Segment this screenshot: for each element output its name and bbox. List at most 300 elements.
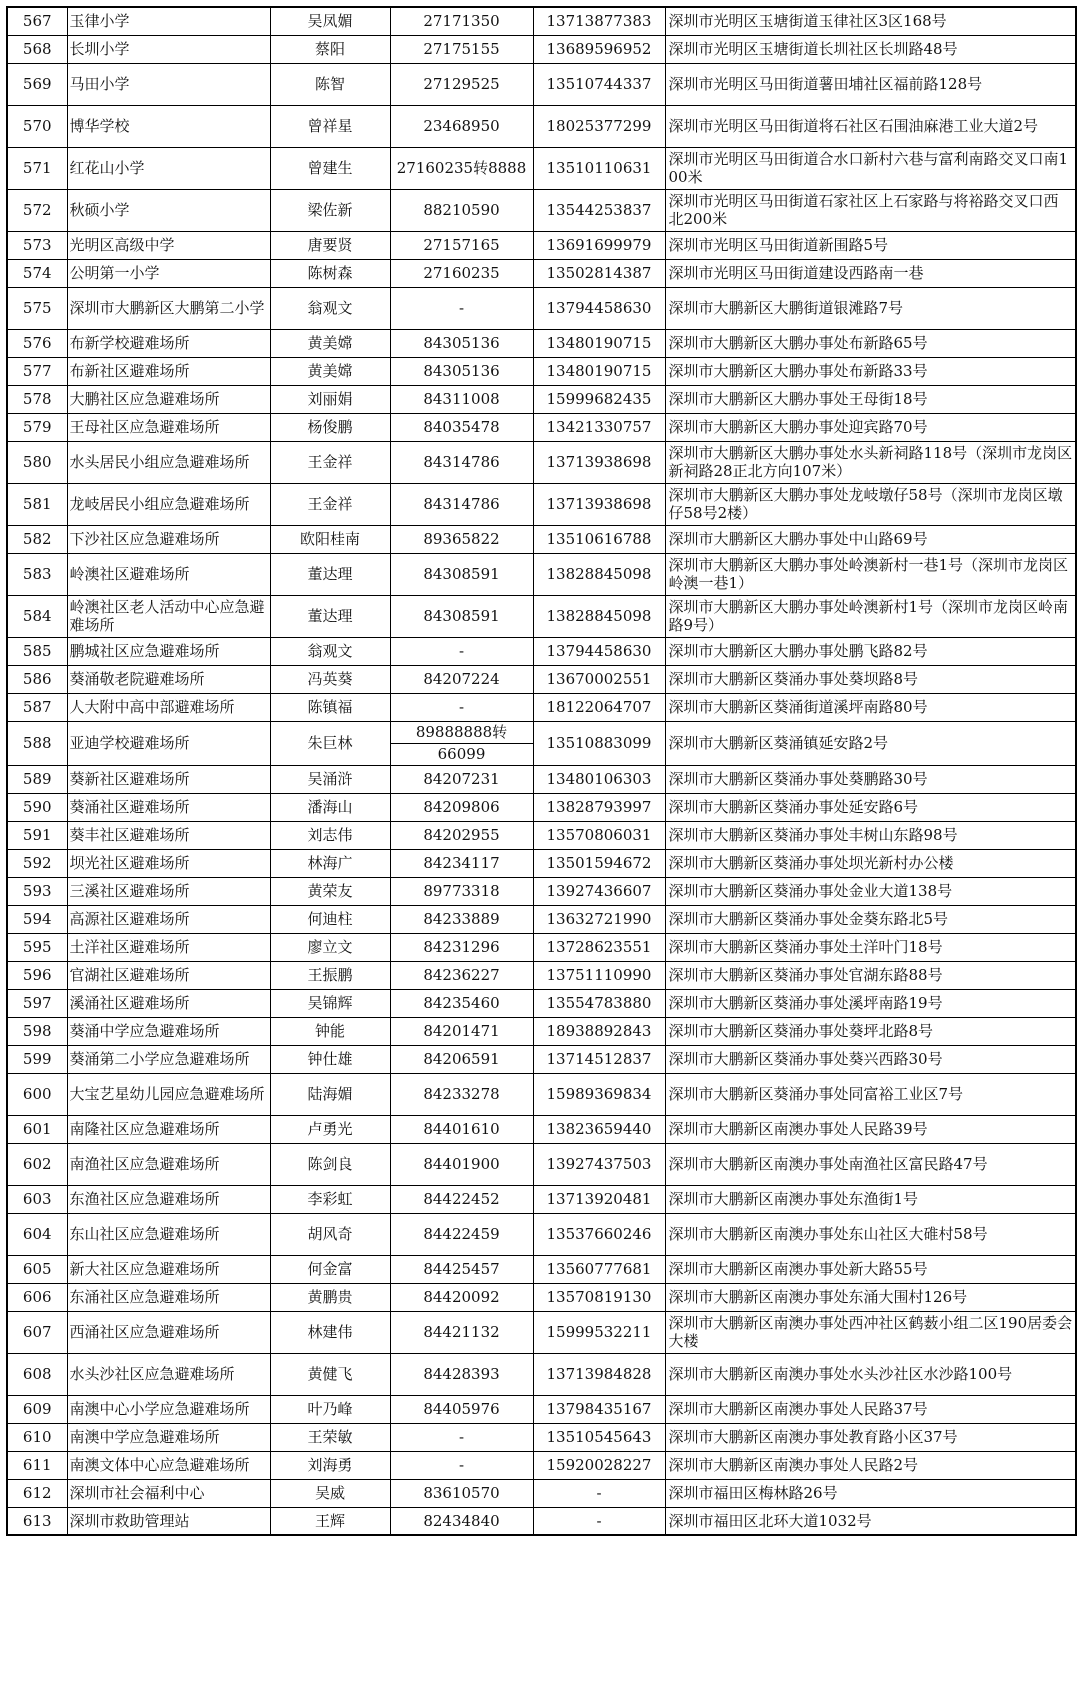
mobile-phone: 13713938698 <box>533 441 665 483</box>
table-row <box>7 933 1076 961</box>
row-number: 591 <box>7 821 67 849</box>
row-number: 607 <box>7 1311 67 1353</box>
table-row <box>7 1017 1076 1045</box>
office-phone: 84421132 <box>390 1311 533 1353</box>
office-phone: 84235460 <box>390 989 533 1017</box>
shelter-name: 岭澳社区避难场所 <box>67 553 270 595</box>
shelter-name: 南渔社区应急避难场所 <box>67 1143 270 1185</box>
shelter-name: 红花山小学 <box>67 147 270 189</box>
office-phone: 27129525 <box>390 63 533 105</box>
mobile-phone: 13554783880 <box>533 989 665 1017</box>
contact-person: 黄健飞 <box>270 1353 390 1395</box>
shelter-name: 亚迪学校避难场所 <box>67 721 270 765</box>
contact-person: 李彩虹 <box>270 1185 390 1213</box>
shelter-address: 深圳市大鹏新区大鹏办事处布新路33号 <box>665 357 1076 385</box>
office-phone: 84209806 <box>390 793 533 821</box>
shelter-address: 深圳市大鹏新区大鹏街道银滩路7号 <box>665 287 1076 329</box>
mobile-phone: 13828845098 <box>533 553 665 595</box>
table-row <box>7 849 1076 877</box>
office-phone: 84234117 <box>390 849 533 877</box>
contact-person: 欧阳桂南 <box>270 525 390 553</box>
mobile-phone: 13502814387 <box>533 259 665 287</box>
shelter-address: 深圳市大鹏新区南澳办事处南渔社区富民路47号 <box>665 1143 1076 1185</box>
row-number: 596 <box>7 961 67 989</box>
mobile-phone: 13794458630 <box>533 637 665 665</box>
shelter-address: 深圳市大鹏新区大鹏办事处布新路65号 <box>665 329 1076 357</box>
row-number: 605 <box>7 1255 67 1283</box>
contact-person: 黄鹏贵 <box>270 1283 390 1311</box>
shelter-name: 坝光社区避难场所 <box>67 849 270 877</box>
mobile-phone: 13714512837 <box>533 1045 665 1073</box>
shelter-name: 龙岐居民小组应急避难场所 <box>67 483 270 525</box>
mobile-phone: 13828793997 <box>533 793 665 821</box>
contact-person: 何迪柱 <box>270 905 390 933</box>
contact-person: 王辉 <box>270 1507 390 1535</box>
contact-person: 翁观文 <box>270 637 390 665</box>
contact-person: 刘丽娟 <box>270 385 390 413</box>
shelter-name: 南隆社区应急避难场所 <box>67 1115 270 1143</box>
mobile-phone: 13510110631 <box>533 147 665 189</box>
table-row <box>7 329 1076 357</box>
shelter-address: 深圳市大鹏新区葵涌办事处丰树山东路98号 <box>665 821 1076 849</box>
shelter-name: 布新学校避难场所 <box>67 329 270 357</box>
table-row <box>7 483 1076 525</box>
shelter-name: 溪涌社区避难场所 <box>67 989 270 1017</box>
row-number: 582 <box>7 525 67 553</box>
row-number: 603 <box>7 1185 67 1213</box>
shelter-address: 深圳市大鹏新区南澳办事处新大路55号 <box>665 1255 1076 1283</box>
shelter-address: 深圳市大鹏新区葵涌办事处金葵东路北5号 <box>665 905 1076 933</box>
office-phone: 84420092 <box>390 1283 533 1311</box>
mobile-phone: 18938892843 <box>533 1017 665 1045</box>
shelter-address: 深圳市大鹏新区大鹏办事处岭澳新村1号（深圳市龙岗区岭南路9号） <box>665 595 1076 637</box>
shelter-name: 人大附中高中部避难场所 <box>67 693 270 721</box>
row-number: 578 <box>7 385 67 413</box>
table-row <box>7 637 1076 665</box>
row-number: 588 <box>7 721 67 765</box>
office-phone: 27157165 <box>390 231 533 259</box>
shelter-address: 深圳市大鹏新区南澳办事处东渔街1号 <box>665 1185 1076 1213</box>
shelter-address: 深圳市大鹏新区大鹏办事处龙岐墩仔58号（深圳市龙岗区墩仔58号2楼） <box>665 483 1076 525</box>
contact-person: 潘海山 <box>270 793 390 821</box>
row-number: 569 <box>7 63 67 105</box>
row-number: 590 <box>7 793 67 821</box>
contact-person: 蔡阳 <box>270 35 390 63</box>
contact-person: 刘志伟 <box>270 821 390 849</box>
shelter-address: 深圳市大鹏新区葵涌办事处葵坪北路8号 <box>665 1017 1076 1045</box>
shelter-name: 葵涌社区避难场所 <box>67 793 270 821</box>
mobile-phone: 13570819130 <box>533 1283 665 1311</box>
shelter-address: 深圳市大鹏新区南澳办事处人民路39号 <box>665 1115 1076 1143</box>
row-number: 602 <box>7 1143 67 1185</box>
shelter-name: 下沙社区应急避难场所 <box>67 525 270 553</box>
contact-person: 林建伟 <box>270 1311 390 1353</box>
contact-person: 卢勇光 <box>270 1115 390 1143</box>
mobile-phone: 13510744337 <box>533 63 665 105</box>
shelter-name: 葵新社区避难场所 <box>67 765 270 793</box>
shelter-name: 葵涌敬老院避难场所 <box>67 665 270 693</box>
table-row <box>7 1255 1076 1283</box>
office-phone: 27171350 <box>390 7 533 35</box>
mobile-phone: 13713877383 <box>533 7 665 35</box>
row-number: 583 <box>7 553 67 595</box>
contact-person: 黄美嫦 <box>270 357 390 385</box>
shelter-name: 东山社区应急避难场所 <box>67 1213 270 1255</box>
contact-person: 林海广 <box>270 849 390 877</box>
row-number: 586 <box>7 665 67 693</box>
row-number: 601 <box>7 1115 67 1143</box>
shelter-name: 水头居民小组应急避难场所 <box>67 441 270 483</box>
mobile-phone: 13510616788 <box>533 525 665 553</box>
office-phone: 84314786 <box>390 483 533 525</box>
shelter-name: 三溪社区避难场所 <box>67 877 270 905</box>
table-row <box>7 189 1076 231</box>
mobile-phone: 18122064707 <box>533 693 665 721</box>
office-phone: - <box>390 1423 533 1451</box>
shelter-name: 博华学校 <box>67 105 270 147</box>
shelter-name: 马田小学 <box>67 63 270 105</box>
row-number: 574 <box>7 259 67 287</box>
row-number: 585 <box>7 637 67 665</box>
contact-person: 唐要贤 <box>270 231 390 259</box>
office-phone: 84201471 <box>390 1017 533 1045</box>
shelter-address: 深圳市大鹏新区葵涌办事处金业大道138号 <box>665 877 1076 905</box>
table-row <box>7 231 1076 259</box>
shelter-name: 官湖社区避难场所 <box>67 961 270 989</box>
row-number: 594 <box>7 905 67 933</box>
contact-person: 杨俊鹏 <box>270 413 390 441</box>
mobile-phone: 13537660246 <box>533 1213 665 1255</box>
office-phone: 84405976 <box>390 1395 533 1423</box>
mobile-phone: 13480106303 <box>533 765 665 793</box>
shelter-name: 大宝艺星幼儿园应急避难场所 <box>67 1073 270 1115</box>
contact-person: 陈镇福 <box>270 693 390 721</box>
shelter-table <box>6 6 1077 1536</box>
mobile-phone: 13823659440 <box>533 1115 665 1143</box>
row-number: 608 <box>7 1353 67 1395</box>
shelter-name: 长圳小学 <box>67 35 270 63</box>
shelter-address: 深圳市大鹏新区南澳办事处人民路2号 <box>665 1451 1076 1479</box>
shelter-name: 东涌社区应急避难场所 <box>67 1283 270 1311</box>
row-number: 604 <box>7 1213 67 1255</box>
office-phone: 27160235转8888 <box>390 147 533 189</box>
shelter-address: 深圳市大鹏新区南澳办事处西冲社区鹤薮小组二区190居委会大楼 <box>665 1311 1076 1353</box>
office-phone: 84305136 <box>390 357 533 385</box>
table-row <box>7 7 1076 35</box>
shelter-address: 深圳市大鹏新区葵涌办事处坝光新村办公楼 <box>665 849 1076 877</box>
shelter-name: 玉律小学 <box>67 7 270 35</box>
shelter-address: 深圳市大鹏新区南澳办事处东山社区大碓村58号 <box>665 1213 1076 1255</box>
mobile-phone: 13794458630 <box>533 287 665 329</box>
office-phone: 84311008 <box>390 385 533 413</box>
shelter-address: 深圳市大鹏新区南澳办事处水头沙社区水沙路100号 <box>665 1353 1076 1395</box>
shelter-address: 深圳市大鹏新区葵涌街道溪坪南路80号 <box>665 693 1076 721</box>
office-phone: 84308591 <box>390 553 533 595</box>
table-row <box>7 1395 1076 1423</box>
shelter-name: 鹏城社区应急避难场所 <box>67 637 270 665</box>
table-row <box>7 1353 1076 1395</box>
row-number: 612 <box>7 1479 67 1507</box>
row-number: 610 <box>7 1423 67 1451</box>
row-number: 573 <box>7 231 67 259</box>
row-number: 567 <box>7 7 67 35</box>
row-number: 584 <box>7 595 67 637</box>
shelter-address: 深圳市大鹏新区葵涌办事处溪坪南路19号 <box>665 989 1076 1017</box>
table-row <box>7 553 1076 595</box>
table-row <box>7 595 1076 637</box>
table-row <box>7 413 1076 441</box>
table-row <box>7 989 1076 1017</box>
shelter-name: 新大社区应急避难场所 <box>67 1255 270 1283</box>
contact-person: 曾祥星 <box>270 105 390 147</box>
table-row <box>7 877 1076 905</box>
shelter-address: 深圳市光明区马田街道石家社区上石家路与将裕路交叉口西北200米 <box>665 189 1076 231</box>
table-row <box>7 287 1076 329</box>
table-row <box>7 1311 1076 1353</box>
table-row <box>7 1143 1076 1185</box>
table-row <box>7 63 1076 105</box>
contact-person: 吴锦辉 <box>270 989 390 1017</box>
mobile-phone: 13713984828 <box>533 1353 665 1395</box>
mobile-phone: 13480190715 <box>533 329 665 357</box>
shelter-name: 南澳中学应急避难场所 <box>67 1423 270 1451</box>
table-row <box>7 693 1076 721</box>
office-phone: 84422459 <box>390 1213 533 1255</box>
office-phone: - <box>390 693 533 721</box>
shelter-address: 深圳市大鹏新区南澳办事处人民路37号 <box>665 1395 1076 1423</box>
office-phone: - <box>390 1451 533 1479</box>
row-number: 598 <box>7 1017 67 1045</box>
contact-person: 翁观文 <box>270 287 390 329</box>
row-number: 609 <box>7 1395 67 1423</box>
shelter-name: 深圳市社会福利中心 <box>67 1479 270 1507</box>
mobile-phone: 13728623551 <box>533 933 665 961</box>
row-number: 579 <box>7 413 67 441</box>
contact-person: 王振鹏 <box>270 961 390 989</box>
shelter-address: 深圳市大鹏新区葵涌办事处土洋叶门18号 <box>665 933 1076 961</box>
office-phone: 27160235 <box>390 259 533 287</box>
table-row <box>7 385 1076 413</box>
contact-person: 吴涌浒 <box>270 765 390 793</box>
table-row <box>7 1213 1076 1255</box>
shelter-address: 深圳市大鹏新区大鹏办事处水头新祠路118号（深圳市龙岗区新祠路28正北方向107米） <box>665 441 1076 483</box>
shelter-name: 光明区高级中学 <box>67 231 270 259</box>
office-phone: 83610570 <box>390 1479 533 1507</box>
shelter-address: 深圳市大鹏新区南澳办事处东涌大围村126号 <box>665 1283 1076 1311</box>
row-number: 592 <box>7 849 67 877</box>
table-row <box>7 259 1076 287</box>
shelter-address: 深圳市光明区马田街道新围路5号 <box>665 231 1076 259</box>
shelter-name: 秋硕小学 <box>67 189 270 231</box>
shelter-address: 深圳市大鹏新区葵涌办事处葵鹏路30号 <box>665 765 1076 793</box>
row-number: 580 <box>7 441 67 483</box>
office-phone: 84236227 <box>390 961 533 989</box>
table-row <box>7 1045 1076 1073</box>
office-phone: 89773318 <box>390 877 533 905</box>
mobile-phone: 15989369834 <box>533 1073 665 1115</box>
shelter-address: 深圳市大鹏新区大鹏办事处鹏飞路82号 <box>665 637 1076 665</box>
shelter-address: 深圳市大鹏新区大鹏办事处中山路69号 <box>665 525 1076 553</box>
office-phone: 84231296 <box>390 933 533 961</box>
office-phone: 84401900 <box>390 1143 533 1185</box>
contact-person: 冯英葵 <box>270 665 390 693</box>
contact-person: 廖立文 <box>270 933 390 961</box>
shelter-address: 深圳市大鹏新区葵涌办事处葵坝路8号 <box>665 665 1076 693</box>
contact-person: 王金祥 <box>270 483 390 525</box>
shelter-name: 葵丰社区避难场所 <box>67 821 270 849</box>
contact-person: 陈树森 <box>270 259 390 287</box>
table-body <box>7 7 1076 1535</box>
mobile-phone: 13510883099 <box>533 721 665 765</box>
table-row <box>7 105 1076 147</box>
shelter-address: 深圳市大鹏新区大鹏办事处王母街18号 <box>665 385 1076 413</box>
table-row <box>7 1073 1076 1115</box>
mobile-phone: 13691699979 <box>533 231 665 259</box>
office-phone: 84035478 <box>390 413 533 441</box>
row-number: 568 <box>7 35 67 63</box>
row-number: 606 <box>7 1283 67 1311</box>
office-phone: 84233889 <box>390 905 533 933</box>
table-row <box>7 147 1076 189</box>
office-phone: 84233278 <box>390 1073 533 1115</box>
shelter-address: 深圳市福田区梅林路26号 <box>665 1479 1076 1507</box>
table-row <box>7 1451 1076 1479</box>
contact-person: 王金祥 <box>270 441 390 483</box>
mobile-phone: 13670002551 <box>533 665 665 693</box>
row-number: 589 <box>7 765 67 793</box>
table-row <box>7 357 1076 385</box>
shelter-name: 布新社区避难场所 <box>67 357 270 385</box>
row-number: 575 <box>7 287 67 329</box>
mobile-phone: 13501594672 <box>533 849 665 877</box>
office-phone: 88210590 <box>390 189 533 231</box>
row-number: 597 <box>7 989 67 1017</box>
row-number: 599 <box>7 1045 67 1073</box>
mobile-phone: - <box>533 1479 665 1507</box>
office-phone-line-2: 66099 <box>437 744 486 763</box>
table-row <box>7 765 1076 793</box>
shelter-name: 高源社区避难场所 <box>67 905 270 933</box>
row-number: 577 <box>7 357 67 385</box>
contact-person: 陈智 <box>270 63 390 105</box>
shelter-address: 深圳市大鹏新区葵涌办事处官湖东路88号 <box>665 961 1076 989</box>
shelter-name: 水头沙社区应急避难场所 <box>67 1353 270 1395</box>
row-number: 613 <box>7 1507 67 1535</box>
contact-person: 董达理 <box>270 595 390 637</box>
contact-person: 王荣敏 <box>270 1423 390 1451</box>
table-row <box>7 793 1076 821</box>
shelter-name: 葵涌第二小学应急避难场所 <box>67 1045 270 1073</box>
shelter-address: 深圳市大鹏新区葵涌办事处延安路6号 <box>665 793 1076 821</box>
shelter-name: 大鹏社区应急避难场所 <box>67 385 270 413</box>
shelter-name: 土洋社区避难场所 <box>67 933 270 961</box>
shelter-address: 深圳市大鹏新区大鹏办事处迎宾路70号 <box>665 413 1076 441</box>
mobile-phone: 13510545643 <box>533 1423 665 1451</box>
contact-person: 吴凤媚 <box>270 7 390 35</box>
table-row <box>7 721 1076 765</box>
shelter-address: 深圳市光明区马田街道建设西路南一巷 <box>665 259 1076 287</box>
office-phone: 84202955 <box>390 821 533 849</box>
shelter-address: 深圳市大鹏新区大鹏办事处岭澳新村一巷1号（深圳市龙岗区岭澳一巷1） <box>665 553 1076 595</box>
row-number: 570 <box>7 105 67 147</box>
table-row <box>7 1479 1076 1507</box>
shelter-address: 深圳市光明区马田街道薯田埔社区福前路128号 <box>665 63 1076 105</box>
shelter-name: 公明第一小学 <box>67 259 270 287</box>
shelter-directory-sheet <box>6 6 1075 1536</box>
table-row <box>7 525 1076 553</box>
office-phone: 82434840 <box>390 1507 533 1535</box>
table-row <box>7 1283 1076 1311</box>
mobile-phone: 13713920481 <box>533 1185 665 1213</box>
mobile-phone: 13798435167 <box>533 1395 665 1423</box>
shelter-name: 西涌社区应急避难场所 <box>67 1311 270 1353</box>
contact-person: 黄荣友 <box>270 877 390 905</box>
contact-person: 吴威 <box>270 1479 390 1507</box>
mobile-phone: 13544253837 <box>533 189 665 231</box>
shelter-address: 深圳市光明区马田街道将石社区石围油麻港工业大道2号 <box>665 105 1076 147</box>
contact-person: 朱巨林 <box>270 721 390 765</box>
row-number: 571 <box>7 147 67 189</box>
shelter-name: 岭澳社区老人活动中心应急避难场所 <box>67 595 270 637</box>
office-phone-line-1: 89888888转 <box>391 722 533 744</box>
row-number: 572 <box>7 189 67 231</box>
mobile-phone: 18025377299 <box>533 105 665 147</box>
shelter-name: 深圳市救助管理站 <box>67 1507 270 1535</box>
shelter-address: 深圳市光明区玉塘街道长圳社区长圳路48号 <box>665 35 1076 63</box>
office-phone: 84308591 <box>390 595 533 637</box>
contact-person: 钟仕雄 <box>270 1045 390 1073</box>
mobile-phone: 13480190715 <box>533 357 665 385</box>
shelter-address: 深圳市大鹏新区葵涌镇延安路2号 <box>665 721 1076 765</box>
row-number: 587 <box>7 693 67 721</box>
shelter-address: 深圳市大鹏新区葵涌办事处同富裕工业区7号 <box>665 1073 1076 1115</box>
office-phone: 84207231 <box>390 765 533 793</box>
mobile-phone: 13927436607 <box>533 877 665 905</box>
table-row <box>7 35 1076 63</box>
shelter-name: 葵涌中学应急避难场所 <box>67 1017 270 1045</box>
shelter-name: 南澳文体中心应急避难场所 <box>67 1451 270 1479</box>
office-phone <box>390 721 533 765</box>
mobile-phone: 13713938698 <box>533 483 665 525</box>
contact-person: 曾建生 <box>270 147 390 189</box>
contact-person: 何金富 <box>270 1255 390 1283</box>
shelter-name: 南澳中心小学应急避难场所 <box>67 1395 270 1423</box>
contact-person: 钟能 <box>270 1017 390 1045</box>
shelter-address: 深圳市大鹏新区南澳办事处教育路小区37号 <box>665 1423 1076 1451</box>
mobile-phone: 13560777681 <box>533 1255 665 1283</box>
row-number: 595 <box>7 933 67 961</box>
office-phone: 84206591 <box>390 1045 533 1073</box>
mobile-phone: 15999532211 <box>533 1311 665 1353</box>
contact-person: 胡风奇 <box>270 1213 390 1255</box>
mobile-phone: 15920028227 <box>533 1451 665 1479</box>
office-phone: 84207224 <box>390 665 533 693</box>
office-phone: 27175155 <box>390 35 533 63</box>
mobile-phone: 13927437503 <box>533 1143 665 1185</box>
contact-person: 刘海勇 <box>270 1451 390 1479</box>
office-phone: - <box>390 287 533 329</box>
office-phone: 89365822 <box>390 525 533 553</box>
row-number: 576 <box>7 329 67 357</box>
office-phone: 84401610 <box>390 1115 533 1143</box>
shelter-address: 深圳市大鹏新区葵涌办事处葵兴西路30号 <box>665 1045 1076 1073</box>
contact-person: 叶乃峰 <box>270 1395 390 1423</box>
contact-person: 董达理 <box>270 553 390 595</box>
office-phone: 23468950 <box>390 105 533 147</box>
table-row <box>7 441 1076 483</box>
mobile-phone: 13421330757 <box>533 413 665 441</box>
row-number: 611 <box>7 1451 67 1479</box>
